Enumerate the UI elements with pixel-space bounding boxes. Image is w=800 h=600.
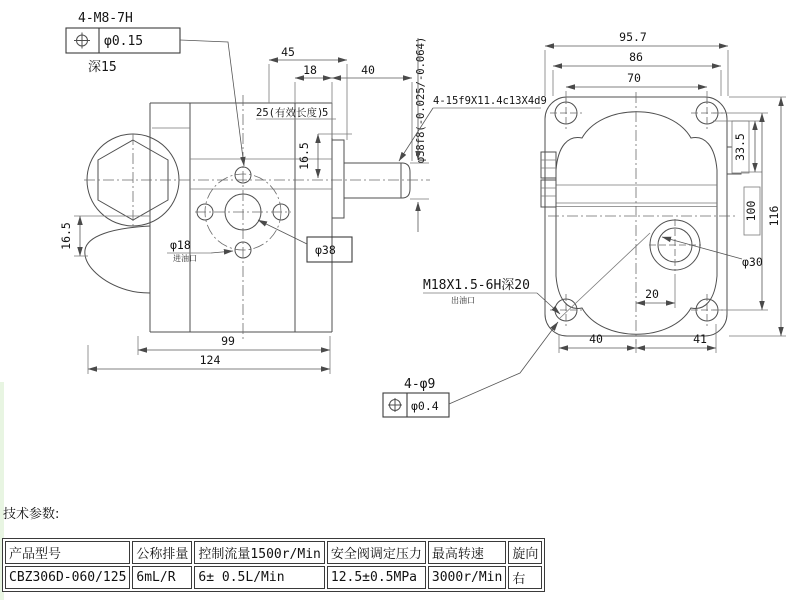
value-displacement: 6mL/R xyxy=(132,566,192,589)
value-max-speed: 3000r/Min xyxy=(428,566,506,589)
front-view xyxy=(59,11,547,374)
dim-86-label: 86 xyxy=(629,50,643,64)
header-max-speed: 最高转速 xyxy=(428,541,506,564)
value-relief-pressure: 12.5±0.5MPa xyxy=(327,566,426,589)
value-product-model: CBZ306D-060/125 xyxy=(5,566,130,589)
dim-99-label: 99 xyxy=(221,334,235,348)
header-relief-pressure: 安全阀调定压力 xyxy=(327,541,426,564)
dim-20-label: 20 xyxy=(645,287,659,301)
position-tolerance-value: φ0.15 xyxy=(104,34,144,49)
dim-40-label: 40 xyxy=(361,63,375,77)
dim-16-5-left-label: 16.5 xyxy=(59,222,73,250)
tech-params-title: 技术参数: xyxy=(3,507,60,522)
outlet-thread-label: M18X1.5-6H深20 xyxy=(423,278,530,293)
params-header-row xyxy=(5,541,542,564)
inlet-dia-label: φ18 xyxy=(170,238,191,252)
spline-spec-label: 4-15f9X11.4c13X4d9 xyxy=(433,95,547,107)
hole-spec-label: 4-φ9 xyxy=(404,377,436,392)
effective-length-label: 25(有效长度) xyxy=(256,107,324,119)
dim-33-5-label: 33.5 xyxy=(733,133,747,161)
shaft-dia-label: φ38 xyxy=(315,243,336,257)
inlet-port-label: 进油口 xyxy=(173,254,197,263)
dim-16-5-top-label: 16.5 xyxy=(297,142,311,170)
dim-18-label: 18 xyxy=(303,63,317,77)
position-symbol-icon xyxy=(74,33,90,49)
bolt-spec-label: 4-M8-7H xyxy=(78,11,133,26)
position-tolerance-value-rear: φ0.4 xyxy=(411,399,439,413)
dim-70-label: 70 xyxy=(627,71,641,85)
rear-view xyxy=(383,30,786,417)
port-dia-label: φ30 xyxy=(742,255,763,269)
dim-100-label: 100 xyxy=(744,200,758,222)
header-displacement: 公称排量 xyxy=(132,541,192,564)
dim-41-label: 41 xyxy=(693,332,707,346)
dim-45-label: 45 xyxy=(281,45,295,59)
dim-124-label: 124 xyxy=(199,353,221,367)
dim-40-rear-label: 40 xyxy=(589,332,603,346)
depth-note-label: 深15 xyxy=(88,60,117,75)
header-product-model: 产品型号 xyxy=(5,541,130,564)
position-symbol-icon xyxy=(388,398,402,412)
outlet-port-label: 出油口 xyxy=(451,296,475,305)
value-rotation: 右 xyxy=(508,566,542,589)
header-rotation: 旋向 xyxy=(508,541,542,564)
dim-5-label: 5 xyxy=(322,107,329,119)
params-table xyxy=(2,538,545,592)
shaft-fit-label: φ38f8(-0.025/-0.064) xyxy=(415,36,427,164)
dim-116-label: 116 xyxy=(767,205,781,227)
value-control-flow: 6± 0.5L/Min xyxy=(194,566,324,589)
params-value-row xyxy=(5,566,542,589)
dim-95-7-label: 95.7 xyxy=(619,30,647,44)
header-control-flow: 控制流量1500r/Min xyxy=(194,541,324,564)
